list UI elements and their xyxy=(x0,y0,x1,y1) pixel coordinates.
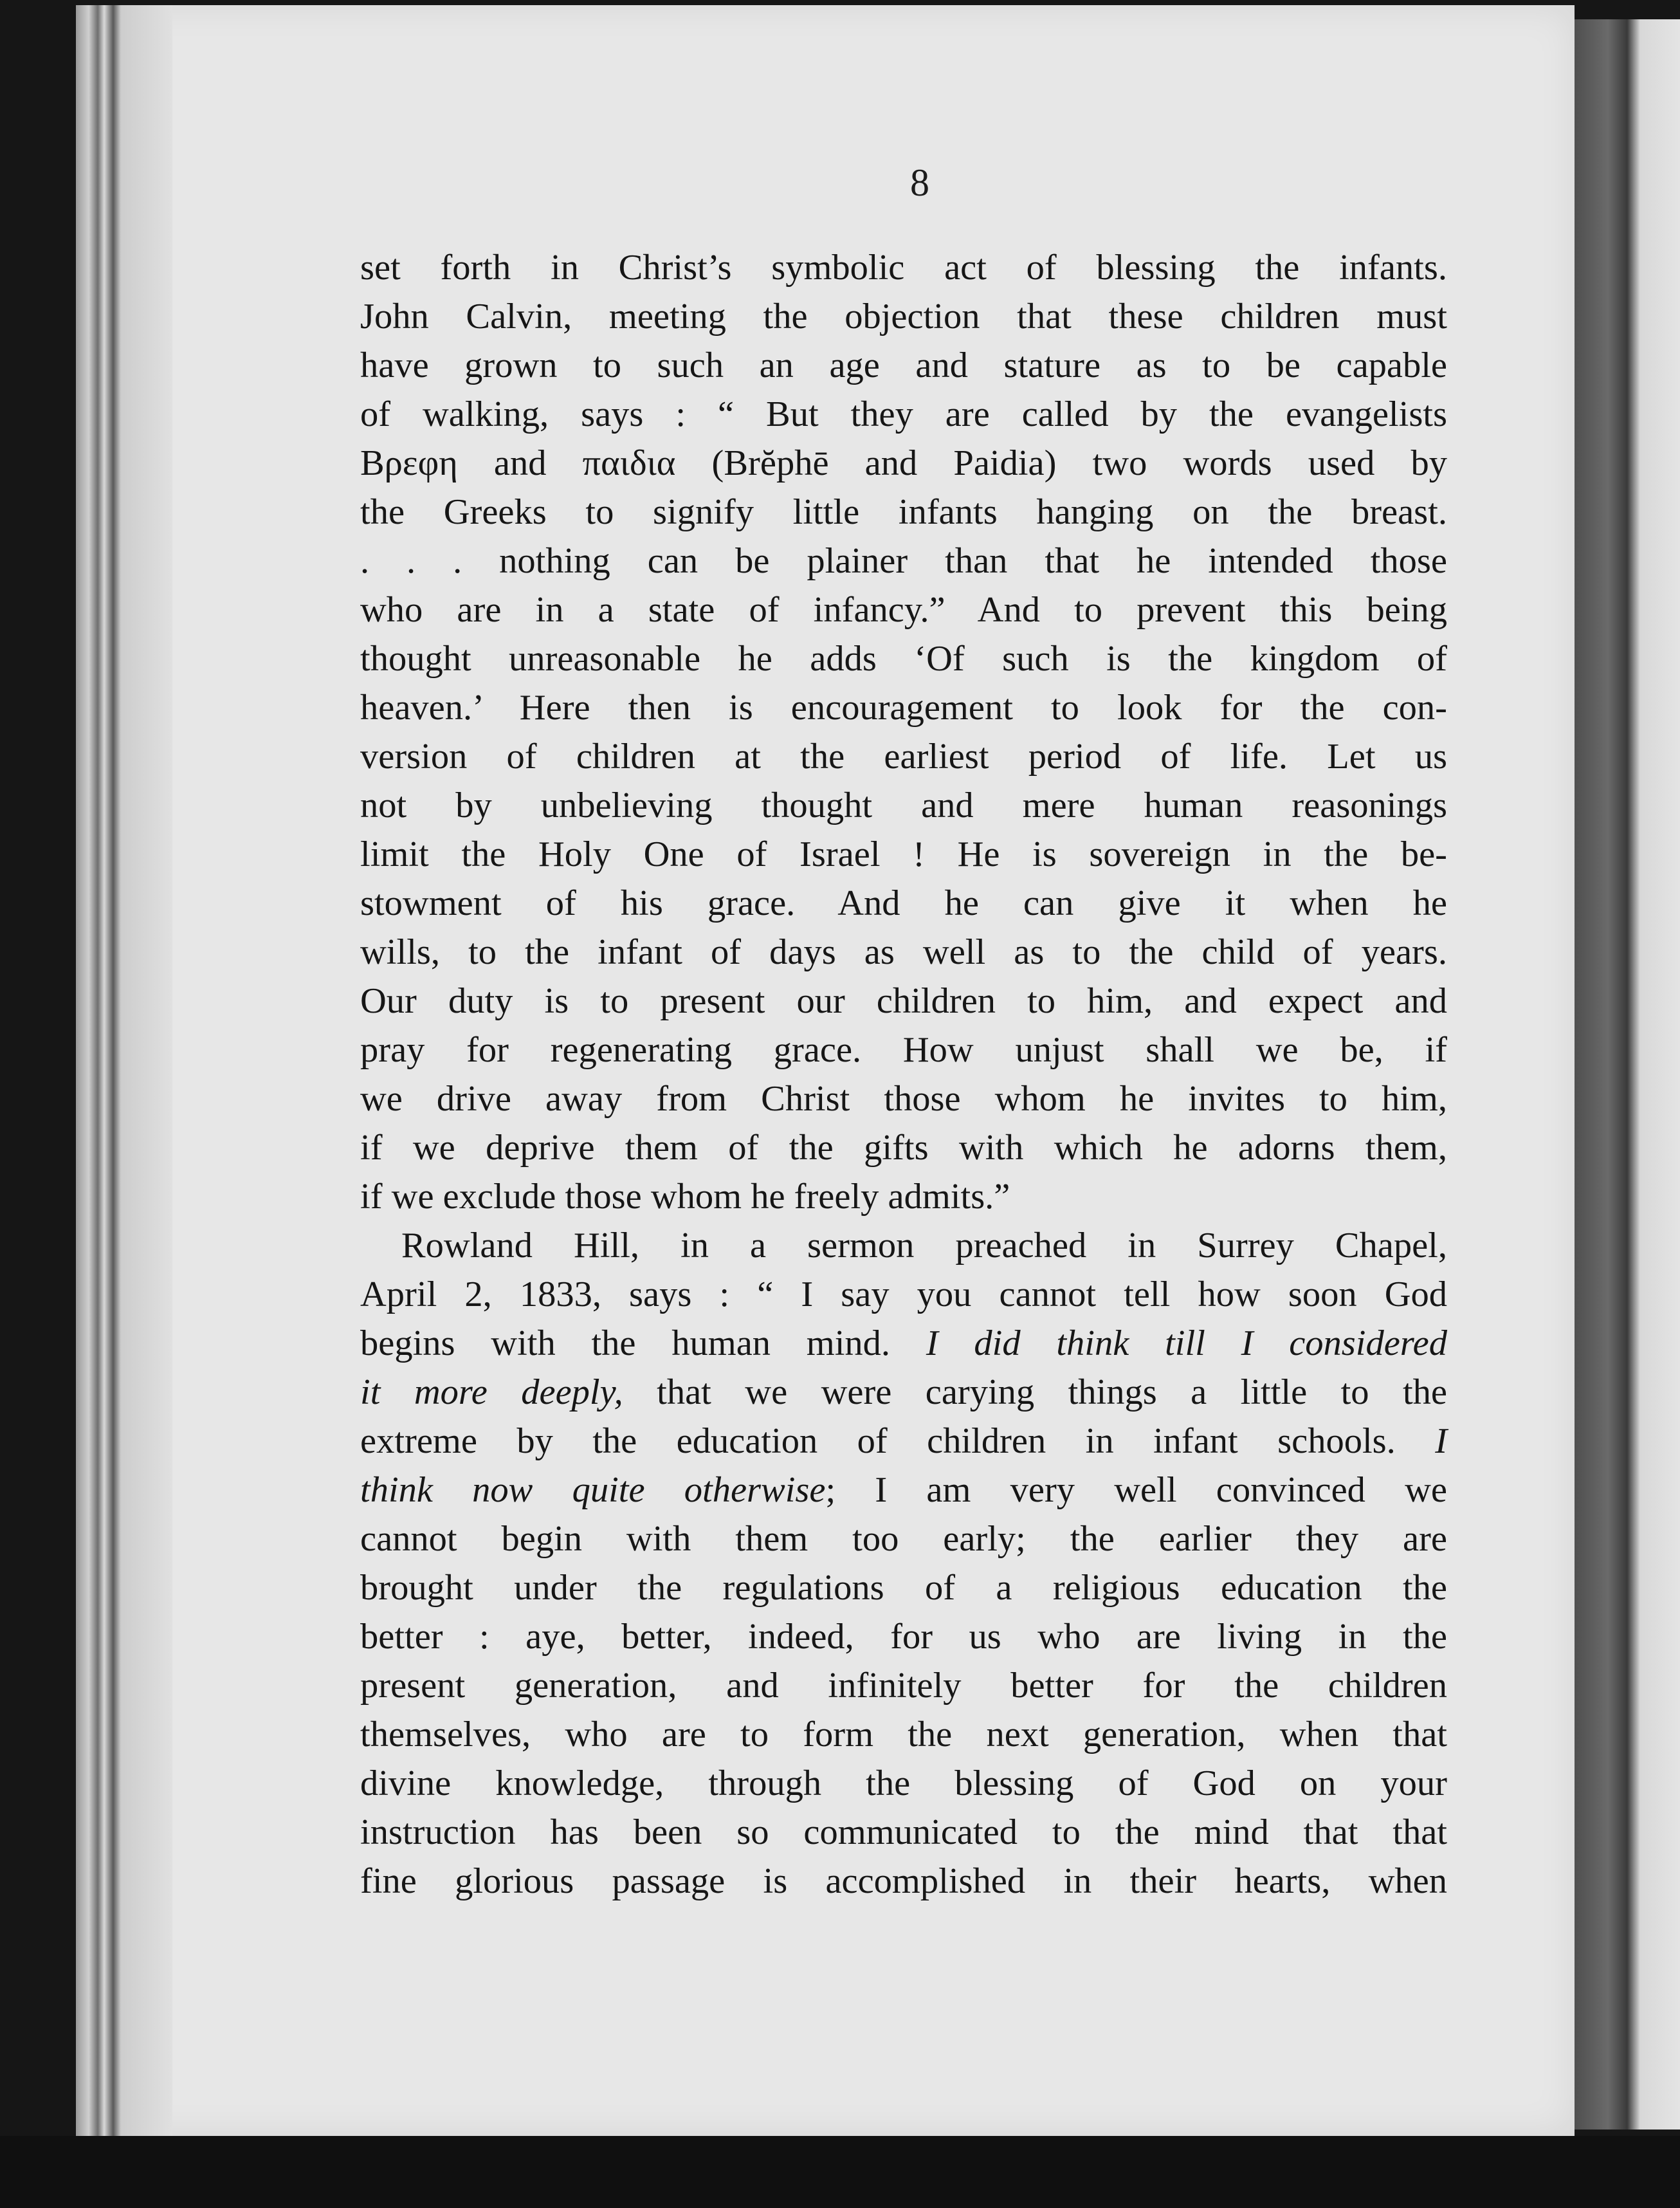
page-number: 8 xyxy=(910,161,929,204)
text-line: extreme by the education of children in infant schools. I xyxy=(360,1421,1448,1461)
text-line: Rowland Hill, in a sermon preached in Surrey Chapel, xyxy=(401,1226,1447,1265)
body-text xyxy=(360,243,1447,1906)
text-line: we drive away from Christ those whom he invites to him, xyxy=(360,1079,1447,1119)
text-line: divine knowledge, through the blessing of God on your xyxy=(360,1763,1447,1803)
text-line: fine glorious passage is accomplished in their hearts, when xyxy=(360,1861,1447,1901)
text-line: have grown to such an age and stature as to be capable xyxy=(360,345,1447,385)
text-line: better : aye, better, indeed, for us who are living in the xyxy=(360,1617,1447,1657)
adjacent-page-edge xyxy=(1569,19,1680,2130)
text-line: April 2, 1833, says : “ I say you cannot tell how soon God xyxy=(360,1274,1447,1314)
text-line: Βρεφη and παιδια (Brĕphē and Paidia) two words used by xyxy=(360,443,1447,483)
text-line: wills, to the infant of days as well as to the child of years. xyxy=(360,932,1447,972)
book-spine-gutter xyxy=(76,5,172,2136)
text-line: stowment of his grace. And he can give it when he xyxy=(360,883,1447,923)
italic-text: think now quite otherwise xyxy=(360,1470,826,1510)
paragraph-2 xyxy=(360,1221,1447,1906)
text-line: thought unreasonable he adds ‘Of such is the kingdom of xyxy=(360,639,1447,679)
text-line: it more deeply, that we were carying things a little to the xyxy=(360,1372,1448,1412)
text-line: pray for regenerating grace. How unjust shall we be, if xyxy=(360,1030,1447,1070)
text-line: Our duty is to present our children to him, and expect and xyxy=(360,981,1447,1021)
text-line: who are in a state of infancy.” And to prevent this being xyxy=(360,590,1447,630)
italic-text: I xyxy=(1435,1421,1448,1461)
text-line: heaven.’ Here then is encouragement to look for the con- xyxy=(360,688,1447,728)
text-line: themselves, who are to form the next generation, when that xyxy=(360,1715,1447,1754)
text-line: the Greeks to signify little infants hanging on the breast. xyxy=(360,492,1447,532)
text-line: version of children at the earliest period of life. Let us xyxy=(360,737,1447,777)
text-line: limit the Holy One of Israel ! He is sovereign in the be- xyxy=(360,834,1447,874)
text-line: brought under the regulations of a religious education the xyxy=(360,1568,1447,1608)
italic-text: it more deeply, xyxy=(360,1372,623,1412)
text-line: instruction has been so communicated to the mind that that xyxy=(360,1812,1447,1852)
scan-border xyxy=(0,2136,1680,2208)
text-line: cannot begin with them too early; the earlier they are xyxy=(360,1519,1447,1559)
paragraph-1 xyxy=(360,243,1447,1221)
text-line: if we deprive them of the gifts with which he adorns them, xyxy=(360,1128,1447,1168)
text-line: of walking, says : “ But they are called by the evangelists xyxy=(360,394,1447,434)
text-line: not by unbelieving thought and mere human reasonings xyxy=(360,786,1447,825)
text-line: begins with the human mind. I did think till I considered xyxy=(360,1323,1448,1363)
italic-text: I did think till I considered xyxy=(926,1323,1448,1363)
text-line: John Calvin, meeting the objection that these children must xyxy=(360,297,1447,336)
text-line: think now quite otherwise; I am very well convinced we xyxy=(360,1470,1448,1510)
text-line: set forth in Christ’s symbolic act of blessing the infants. xyxy=(360,248,1447,288)
text-line: if we exclude those whom he freely admits.” xyxy=(360,1177,1010,1217)
text-line: present generation, and infinitely better for the children xyxy=(360,1666,1447,1706)
text-line: . . . nothing can be plainer than that he intended those xyxy=(360,541,1447,581)
